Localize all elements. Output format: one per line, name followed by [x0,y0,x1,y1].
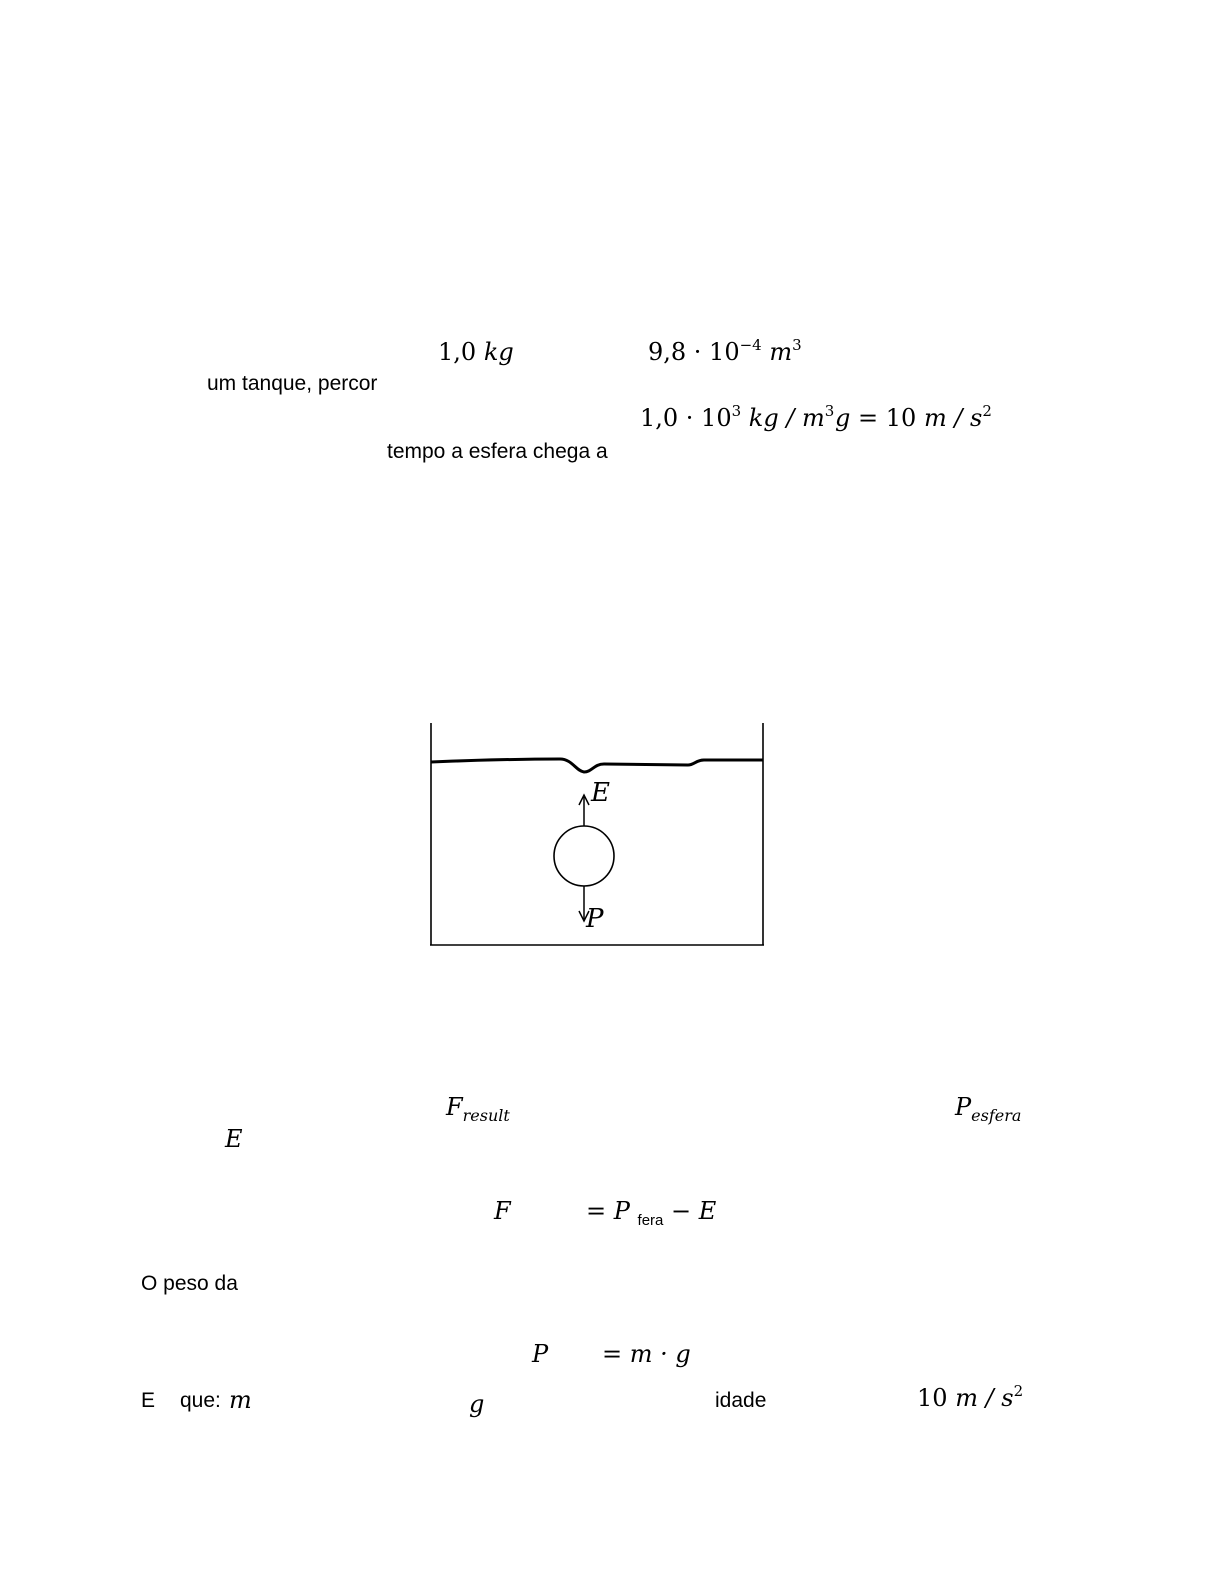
water-surface [431,759,763,772]
volume-value: $9,8 \cdot 10^{-4}$ $m^3$ [648,336,802,366]
last-line-E: E [141,1389,156,1412]
equation-2-lhs: P [532,1340,549,1368]
statement-fragment-1: um tanque, percor [207,372,378,395]
last-line-m: m [229,1386,252,1414]
equation-2-rhs: = m · g [602,1340,691,1368]
last-line-value: 10 m / $s^2$ [917,1382,1024,1412]
statement-fragment-2: tempo a esfera chega a [387,440,608,463]
last-line-que: que: [180,1389,221,1412]
f-result-symbol: $F_{result}$ [446,1093,510,1125]
last-line-idade: idade [715,1389,767,1412]
mass-value: 1,0 kg [438,338,514,366]
last-line-g: g [469,1390,485,1418]
density-value: $1,0 \cdot 10^3$ kg / $m^3$ [640,402,835,432]
tank-figure [420,715,780,955]
equation-1-rhs: = P $_{fera}$ − E [586,1197,717,1229]
sphere [554,826,614,886]
weight-label: P [586,904,604,934]
e-symbol: E [225,1125,243,1153]
p-esfera-symbol: $P_{esfera}$ [955,1093,1022,1125]
peso-fragment: O peso da [141,1272,238,1295]
buoyancy-label: E [591,778,610,808]
gravity-value: g = 10 m / $s^2$ [835,402,992,432]
equation-1-lhs: F [494,1197,511,1225]
